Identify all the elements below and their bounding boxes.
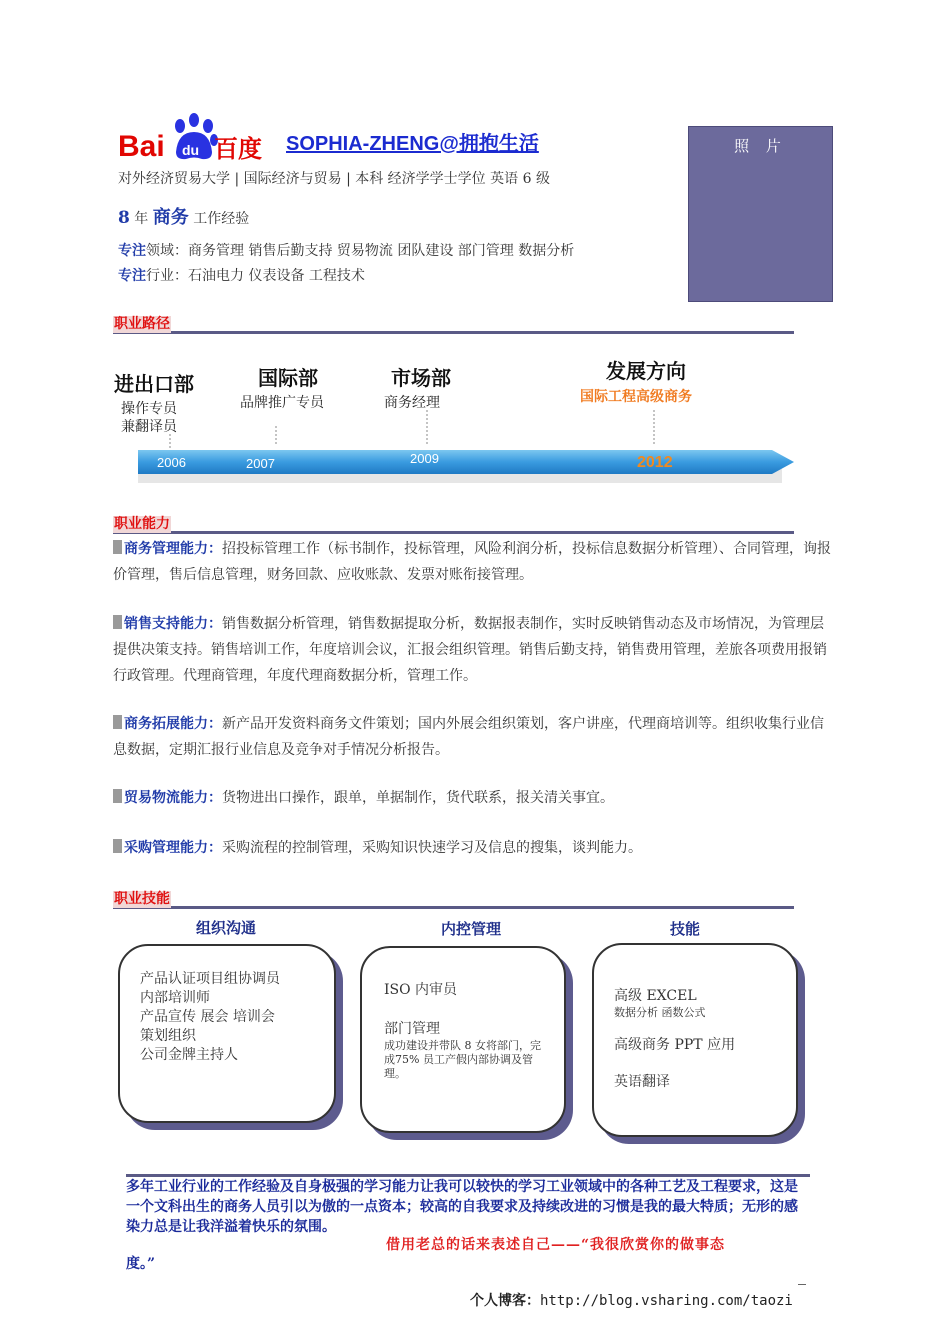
stage-role: 兼翻译员 [121,419,177,435]
experience-line [118,203,249,229]
stage-year: 2006 [157,455,186,470]
logo-du: du [182,142,200,158]
skill-item: 公司金牌主持人 [140,1047,238,1063]
skill-item: 策划组织 [140,1028,196,1044]
ability-text: 招投标管理工作（标书制作，投标管理，风险利润分析，投标信息数据分析管理）、合同管理，询报价管理，售后信息管理，财务回款、应收账款、发票对账衔接管理。 [113,541,831,583]
focus-industry: 专注行业：石油电力 仪表设备 工程技术 [118,268,365,284]
bullet-bar [113,789,122,803]
ability-head: 贸易物流能力： [124,790,222,806]
section-career-skill: 职业技能 [114,891,170,907]
bullet-bar [113,839,122,853]
photo-placeholder [688,126,833,302]
blog-link[interactable]: http://blog.vsharing.com/taozi [540,1293,793,1309]
exp-year-unit: 年 [134,211,149,227]
stage-title: 进出口部 [114,372,194,396]
ability-head: 采购管理能力： [124,840,222,856]
page-mark [798,1284,806,1285]
ability-item [113,785,837,811]
logo-bai: Bai [118,130,165,162]
section-divider [113,331,794,334]
stage-year: 2009 [410,451,439,466]
stage-role: 品牌推广专员 [240,395,324,411]
focus-domain: 专注领域：商务管理 销售后勤支持 贸易物流 团队建设 部门管理 数据分析 [118,243,575,259]
resume-title[interactable]: SOPHIA-ZHENG@拥抱生活 [286,133,539,155]
ability-item [113,835,837,861]
ability-head: 销售支持能力： [124,616,222,632]
section-career-path: 职业路径 [114,316,170,332]
exp-years: 8 [118,208,130,228]
ability-text: 新产品开发资料商务文件策划；国内外展会组织策划，客户讲座，代理商培训等。组织收集行业信息数据，定期汇报行业信息及竞争对手情况分析报告。 [113,716,824,758]
blog-label: 个人博客： [470,1293,540,1309]
logo-cn: 百度 [214,135,262,162]
skill-col-title: 内控管理 [441,920,502,938]
bullet-bar [113,615,122,629]
timeline-arrow [138,450,794,474]
section-career-ability: 职业能力 [114,516,170,532]
ability-head: 商务拓展能力： [124,716,222,732]
skill-item: 内部培训师 [140,990,210,1006]
self-summary: 多年工业行业的工作经验及自身极强的学习能力让我可以较快的学习工业领域中的各种工艺及工程要求，这是一个文科出生的商务人员引以为傲的一点资本；较高的自我要求及持续改进的习惯是我的最大特质；无形的感染力总是让我洋溢着快乐的氛围。 [126,1174,810,1237]
ability-text: 采购流程的控制管理，采购知识快速学习及信息的搜集，谈判能力。 [222,840,642,856]
skill-item: 产品宣传 展会 培训会 [140,1009,275,1025]
stage-role: 商务经理 [384,395,440,411]
focus-domain-value: 商务管理 销售后勤支持 贸易物流 团队建设 部门管理 数据分析 [188,243,575,259]
skill-col-title: 技能 [670,920,701,938]
skill-item: ISO 内审员 [384,982,458,998]
skill-item: 英语翻译 [614,1074,670,1090]
focus-label: 专注 [118,268,146,284]
exp-suffix: 工作经验 [193,211,250,227]
education-line: 对外经济贸易大学 | 国际经济与贸易 | 本科 经济学学士学位 英语 6 级 [118,171,550,187]
stage-year: 2012 [637,454,673,471]
ability-text: 销售数据分析管理，销售数据提取分析，数据报表制作，实时反映销售动态及市场情况，为管理层提供决策支持。销售培训工作，年度培训会议，汇报会组织管理。销售后勤支持，销售费用管理，差旅各项费用报销行政管理。代理商管理，年度代理商数据分析，管理工作。 [113,616,827,684]
stage-year: 2007 [246,456,275,471]
section-divider [113,531,794,534]
blog-line [470,1290,793,1310]
skill-item: 产品认证项目组协调员 [140,971,280,987]
exp-field: 商务 [152,207,189,228]
skill-item: 高级商务 PPT 应用 [614,1037,736,1053]
skill-box-communication [118,944,336,1123]
focus-label: 专注 [118,243,146,259]
quote-line: 借用老总的话来表述自己——“我很欣赏你的做事态 [386,1237,726,1253]
quote-end: 度。” [126,1256,156,1272]
ability-item [113,611,837,689]
section-divider [113,906,794,909]
skill-detail: 成功建设并带队 8 女将部门，完成75% 员工产假内部协调及管理。 [384,1039,541,1080]
bullet-bar [113,715,122,729]
skill-item: 部门管理 [384,1021,440,1037]
skill-col-title: 组织沟通 [196,919,257,937]
ability-item [113,536,837,588]
stage-title: 发展方向 [606,359,686,383]
stage-role: 国际工程高级商务 [580,389,692,405]
ability-item [113,711,837,763]
bullet-bar [113,540,122,554]
career-timeline [110,350,810,490]
skill-box-technical [592,943,798,1137]
skill-item: 高级 EXCEL [614,988,697,1004]
skill-detail: 数据分析 函数公式 [614,1006,706,1019]
stage-title: 国际部 [258,366,318,390]
skill-box-internal-control [360,946,566,1133]
stage-title: 市场部 [391,366,451,390]
ability-head: 商务管理能力： [124,541,222,557]
photo-label: 照 片 [734,137,787,155]
ability-text: 货物进出口操作，跟单，单据制作，货代联系，报关清关事宜。 [222,790,614,806]
stage-role: 操作专员 [121,401,177,417]
focus-industry-value: 石油电力 仪表设备 工程技术 [188,268,365,284]
baidu-logo [118,110,268,162]
